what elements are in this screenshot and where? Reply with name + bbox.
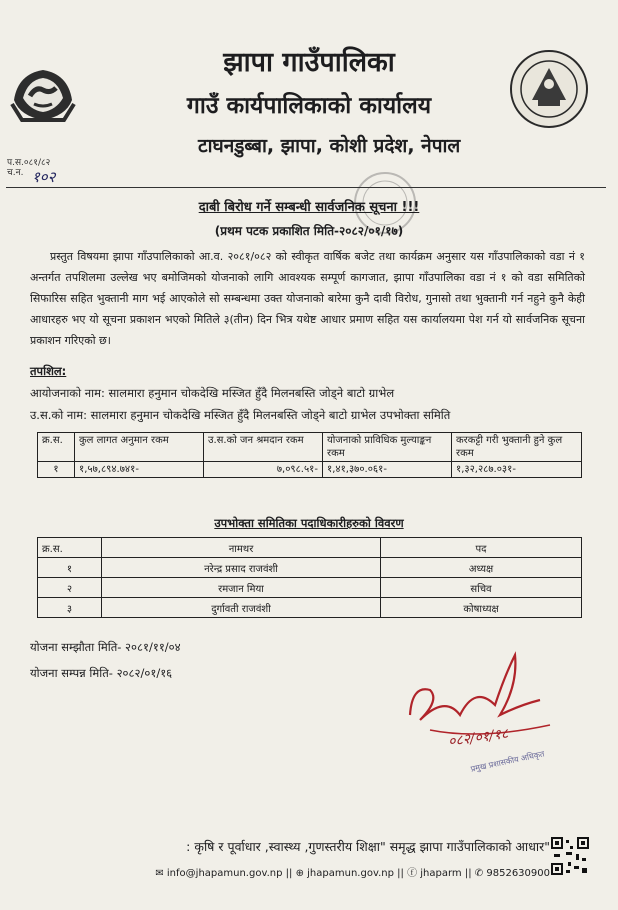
table-header-cell: क्र.स.	[38, 433, 75, 462]
table-header-cell: नामथर	[102, 538, 381, 558]
footer-facebook[interactable]: jhaparm	[420, 868, 462, 879]
table-cell: दुर्गावती राजवंशी	[102, 598, 381, 618]
handwritten-ref-number: १०२	[32, 168, 56, 186]
table-header-row	[38, 538, 582, 558]
signature-icon	[400, 645, 600, 775]
table-header-cell: करकट्टी गरी भुक्तानी हुने कुल रकम	[452, 433, 582, 462]
notice-title: दाबी बिरोध गर्ने सम्बन्धी सार्वजनिक सूचना !!!	[198, 200, 420, 215]
table-cell: १	[38, 462, 75, 478]
table-header-cell: उ.स.को जन श्रमदान रकम	[204, 433, 323, 462]
project-name: आयोजनाको नाम: सालमारा हनुमान चोकदेखि मस्जित हुँदै मिलनबस्ति जोड्ने बाटो ग्राभेल	[30, 386, 395, 400]
table-cell: नरेन्द्र प्रसाद राजवंशी	[102, 558, 381, 578]
footer-motto: : कृषि र पूर्वाधार ,स्वास्थ्य ,गुणस्तरीय शिक्षा" समृद्ध झापा गाउँपालिकाको आधार"	[186, 839, 550, 854]
office-address: टाघनडुब्बा, झापा, कोशी प्रदेश, नेपाल	[198, 135, 461, 157]
municipality-title: झापा गाउँपालिका	[223, 47, 395, 78]
table-cell: १,३२,२८७.०३१-	[452, 462, 582, 478]
signature-date: ०८२/०१/१८	[447, 725, 510, 751]
globe-icon: ⊕	[295, 868, 304, 879]
separator: ||	[464, 868, 472, 879]
table-row	[38, 598, 582, 618]
cost-table	[37, 432, 582, 478]
notice-subtitle: (प्रथम पटक प्रकाशित मिति-२०८२/०१/१७)	[214, 224, 404, 238]
signature-stamp-text: प्रमुख प्रशासकीय अधिकृत	[469, 749, 546, 774]
table-cell: कोषाध्यक्ष	[381, 598, 582, 618]
footer-website[interactable]: jhapamun.gov.np	[307, 868, 394, 879]
table-cell: १,४१,३७०.०६१-	[323, 462, 452, 478]
office-title: गाउँ कार्यपालिकाको कार्यालय	[186, 93, 432, 119]
ref-no-label: च.न.	[7, 168, 24, 178]
separator: ||	[397, 868, 404, 879]
table-header-cell: कुल लागत अनुमान रकम	[75, 433, 204, 462]
completion-date: योजना सम्पन्न मिति- २०८२/०१/१६	[30, 666, 173, 680]
committee-name: उ.स.को नाम: सालमारा हनुमान चोकदेखि मस्जित हुँदै मिलनबस्ति जोड्ने बाटो ग्राभेल उपभोक्ता समिति	[30, 408, 451, 422]
table-header-cell: योजनाको प्राविधिक मुल्याङ्कन रकम	[323, 433, 452, 462]
details-label: तपशिल:	[30, 364, 67, 378]
table-header-row	[38, 433, 582, 462]
footer-email[interactable]: info@jhapamun.gov.np	[166, 868, 283, 879]
table-cell: रमजान मिया	[102, 578, 381, 598]
agreement-date: योजना सम्झौता मिति- २०८१/११/०४	[30, 640, 181, 654]
phone-icon: ✆	[474, 868, 484, 879]
notice-body: प्रस्तुत विषयमा झापा गाँउपालिकाको आ.व. २०८१/०८२ को स्वीकृत वार्षिक बजेट तथा कार्यक्रम अनुसार यस गाँउपालिकाको वडा नं १ अन्तर्गत तपशिलमा उल्लेख भए बमोजिमको योजनाको लागि आवश्यक सम्पूर्ण कागजात, झापा गाँउपालिका वडा नं १ को वडा समितिको सिफारिस सहित भुक्तानी माग भई आएकोले सो सम्बन्धमा उक्त योजनाको बारेमा कुनै दावी विरोध, गुनासो तथा भुक्तानी गर्न नहुने कुनै केही आधारहरु भए यो सूचना प्रकाशन भएको मितिले ३(तीन) दिन भित्र यथेष्ट आधार प्रमाण सहित यस कार्यालयमा पेश गर्न यो सार्वजनिक सूचना प्रकाशन गरिएको छ।	[30, 250, 585, 347]
table-row	[38, 558, 582, 578]
table-cell: १,५७,८९४.७४१-	[75, 462, 204, 478]
table-row	[38, 578, 582, 598]
table-header-cell: पद	[381, 538, 582, 558]
table-header-cell: क्र.स.	[38, 538, 102, 558]
table-cell: अध्यक्ष	[381, 558, 582, 578]
officials-table	[37, 537, 582, 618]
separator: ||	[285, 868, 293, 879]
header-divider	[6, 187, 606, 188]
table-cell: ७,०९८.५१-	[204, 462, 323, 478]
table-row	[38, 462, 582, 478]
ref-label: प.स.०८१/८२	[7, 158, 51, 168]
facebook-icon: ⓕ	[407, 868, 418, 879]
officials-title: उपभोक्ता समितिका पदाधिकारीहरुको विवरण	[214, 516, 404, 530]
email-icon: ✉	[155, 868, 164, 879]
table-cell: ३	[38, 598, 102, 618]
footer-phone[interactable]: 9852630900	[486, 868, 550, 879]
qr-code-icon	[550, 836, 590, 876]
table-cell: २	[38, 578, 102, 598]
table-cell: १	[38, 558, 102, 578]
table-cell: सचिव	[381, 578, 582, 598]
footer-contact	[100, 864, 550, 879]
